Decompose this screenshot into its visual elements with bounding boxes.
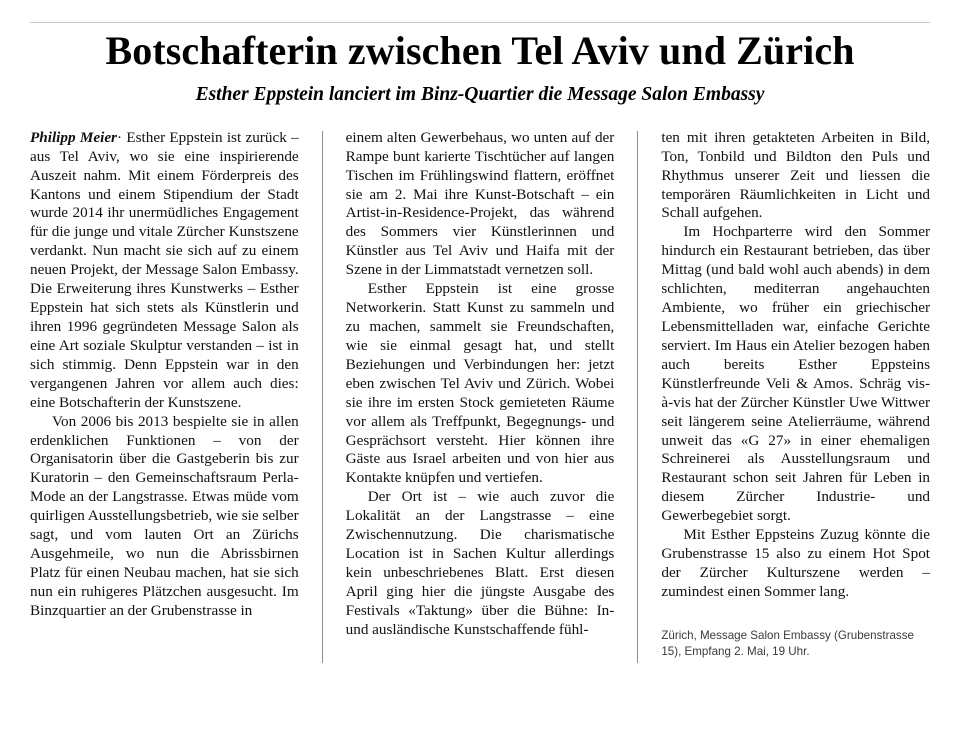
paragraph <box>30 129 299 413</box>
article-column-1 <box>30 129 299 661</box>
byline-separator: · <box>116 128 123 146</box>
article-masthead <box>30 0 930 107</box>
byline-author: Philipp Meier <box>30 128 117 146</box>
article-body-columns <box>30 129 930 661</box>
paragraph: Im Hochparterre wird den Sommer hindurch ein Restaurant betrieben, das über Mittag (und bald wohl auch abends) in dem schlichten, mediterran angehauchten Ambiente, wo früher ein griechischer Lebensmittelladen war, einfache Gerichte serviert. Im Haus ein Atelier bezogen haben auch bereits Esther Eppsteins Künstlerfreunde Veli & Amos. Schräg vis-à-vis hat der Zürcher Künstler Uwe Wittwer seit längerem seine Atelierräume, während unweit das «G 27» in einer ehemaligen Schreinerei als Ausstellungsraum und Restaurant schon seit Jahren für Leben in diesem Zürcher Industrie- und Gewerbegebiet sorgt. <box>661 223 931 525</box>
top-rule-divider <box>30 22 930 23</box>
event-credit-line: Zürich, Message Salon Embassy (Grubenstrasse 15), Empfang 2. Mai, 19 Uhr. <box>661 628 914 659</box>
paragraph: ten mit ihren getakteten Arbeiten in Bild, Ton, Tonbild und Bildton den Puls und Rhythmus unserer Zeit und liessen die temporären Räumlichkeiten in Licht und Schall aufgehen. <box>661 128 931 222</box>
paragraph: einem alten Gewerbehaus, wo unten auf der Rampe bunt karierte Tischtücher auf langen Tischen im Frühlingswind flattern, eröffnet sie am 2. Mai ihre Kunst-Botschaft – ein Artist-in-Residence-Projekt, das während des Sommers vier Künstlerinnen und Künstler aus Tel Aviv und Haifa mit der Szene in der Limmatstadt vernetzen soll. <box>345 128 615 279</box>
article-column-3 <box>637 129 930 661</box>
paragraph: Von 2006 bis 2013 bespielte sie in allen erdenklichen Funktionen – von der Organisatorin über die Gastgeberin bis zur Kuratorin – den Gemeinschaftsraum Perla-Mode an der Langstrasse. Etwas müde vom quirligen Ausstellungsbetrieb, wie sie selber sagt, und vom lauten Ort an Zürichs Ausgehmeile, wo nun die Abrissbirnen Platz für einen Neubau machen, hat sie sich nun ein ruhigeres Plätzchen ausgesucht. Im Binzquartier an der Grubenstrasse in <box>30 412 299 619</box>
article-subhead: Esther Eppstein lanciert im Binz-Quartier die Message Salon Embassy <box>195 84 765 106</box>
paragraph: Mit Esther Eppsteins Zuzug könnte die Grubenstrasse 15 also zu einem Hot Spot der Zürcher Kulturszene werden – zumindest einen Sommer lang. <box>661 526 931 600</box>
page-title: Botschafterin zwischen Tel Aviv und Zürich <box>105 28 855 73</box>
paragraph-text: Esther Eppstein ist zurück – aus Tel Aviv, wo sie eine inspirierende Auszeit nahm. Mit einem Förderpreis des Kantons und einem Stipendium der Stadt wurde 2014 ihr unermüdliches Engagement für die junge und vitale Zürcher Kunstszene verdankt. Nun macht sie sich auf zu einem neuen Projekt, der Message Salon Embassy. Die Erweiterung ihres Kunstwerks – Esther Eppstein hat sich stets als Künstlerin und ihren 1996 gegründeten Message Salon als eine Art soziale Skulptur verstanden – ist in sich stimmig. Denn Eppstein war in den vergangenen Jahren vor allem auch dies: eine Botschafterin der Kunstszene. <box>30 128 299 411</box>
paragraph: Der Ort ist – wie auch zuvor die Lokalität an der Langstrasse – eine Zwischennutzung. Die charismatische Location ist in Sachen Kultur allerdings kein unbeschriebenes Blatt. Erst diesen April ging hier die jüngste Ausgabe des Festivals «Taktung» über die Bühne: In- und ausländische Kunstschaffende fühl- <box>345 488 615 638</box>
article-column-2 <box>322 129 615 661</box>
paragraph: Esther Eppstein ist eine grosse Networkerin. Statt Kunst zu sammeln und zu machen, sammelt sie Freundschaften, wie sie einmal gesagt hat, und stellt Beziehungen und Verbindungen her: jetzt eben zwischen Tel Aviv und Zürich. Wobei sie ihre im ersten Stock gemieteten Räume vor allem als Treffpunkt, Begegnungs- und Gesprächsort versteht. Hier können ihre Gäste aus Israel arbeiten und von hier aus Kontakte knüpfen und vertiefen. <box>345 280 615 487</box>
